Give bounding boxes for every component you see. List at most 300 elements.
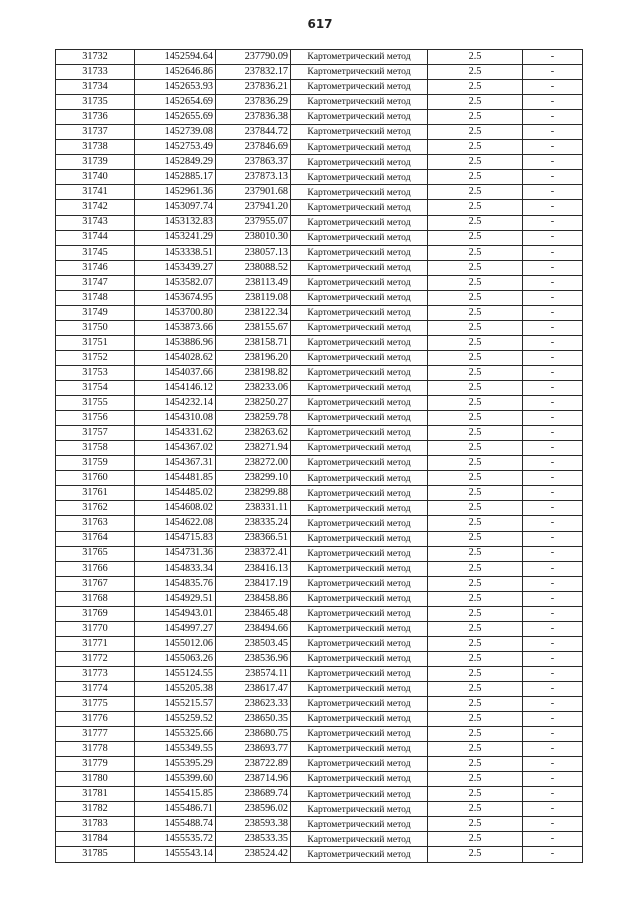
y-coordinate-cell: 238524.42 — [216, 847, 291, 862]
point-number-cell: 31735 — [56, 95, 135, 110]
method-cell: Картометрический метод — [291, 140, 428, 155]
description-cell: - — [523, 110, 583, 125]
description-cell: - — [523, 215, 583, 230]
point-number-cell: 31733 — [56, 65, 135, 80]
description-cell: - — [523, 411, 583, 426]
table-row — [56, 516, 583, 531]
accuracy-cell: 2.5 — [428, 350, 523, 365]
x-coordinate-cell: 1454835.76 — [135, 576, 216, 591]
accuracy-cell: 2.5 — [428, 170, 523, 185]
table-row — [56, 140, 583, 155]
point-number-cell: 31750 — [56, 320, 135, 335]
x-coordinate-cell: 1454622.08 — [135, 516, 216, 531]
accuracy-cell: 2.5 — [428, 681, 523, 696]
x-coordinate-cell: 1455012.06 — [135, 636, 216, 651]
description-cell: - — [523, 697, 583, 712]
table-row — [56, 441, 583, 456]
method-cell: Картометрический метод — [291, 546, 428, 561]
x-coordinate-cell: 1452653.93 — [135, 80, 216, 95]
y-coordinate-cell: 238416.13 — [216, 561, 291, 576]
table-row — [56, 245, 583, 260]
accuracy-cell: 2.5 — [428, 486, 523, 501]
table-row — [56, 802, 583, 817]
table-row — [56, 742, 583, 757]
method-cell: Картометрический метод — [291, 350, 428, 365]
y-coordinate-cell: 238623.33 — [216, 697, 291, 712]
y-coordinate-cell: 238465.48 — [216, 606, 291, 621]
description-cell: - — [523, 125, 583, 140]
table-row — [56, 110, 583, 125]
y-coordinate-cell: 238689.74 — [216, 787, 291, 802]
table-row — [56, 697, 583, 712]
y-coordinate-cell: 238119.08 — [216, 290, 291, 305]
x-coordinate-cell: 1454485.02 — [135, 486, 216, 501]
y-coordinate-cell: 238335.24 — [216, 516, 291, 531]
point-number-cell: 31781 — [56, 787, 135, 802]
x-coordinate-cell: 1452654.69 — [135, 95, 216, 110]
point-number-cell: 31747 — [56, 275, 135, 290]
x-coordinate-cell: 1453674.95 — [135, 290, 216, 305]
y-coordinate-cell: 238714.96 — [216, 772, 291, 787]
point-number-cell: 31745 — [56, 245, 135, 260]
y-coordinate-cell: 238010.30 — [216, 230, 291, 245]
x-coordinate-cell: 1455535.72 — [135, 832, 216, 847]
point-number-cell: 31780 — [56, 772, 135, 787]
y-coordinate-cell: 237832.17 — [216, 65, 291, 80]
x-coordinate-cell: 1454331.62 — [135, 426, 216, 441]
point-number-cell: 31746 — [56, 260, 135, 275]
description-cell: - — [523, 426, 583, 441]
method-cell: Картометрический метод — [291, 591, 428, 606]
y-coordinate-cell: 237873.13 — [216, 170, 291, 185]
method-cell: Картометрический метод — [291, 320, 428, 335]
point-number-cell: 31769 — [56, 606, 135, 621]
x-coordinate-cell: 1454608.02 — [135, 501, 216, 516]
point-number-cell: 31775 — [56, 697, 135, 712]
accuracy-cell: 2.5 — [428, 290, 523, 305]
method-cell: Картометрический метод — [291, 561, 428, 576]
y-coordinate-cell: 238250.27 — [216, 396, 291, 411]
accuracy-cell: 2.5 — [428, 757, 523, 772]
table-row — [56, 230, 583, 245]
description-cell: - — [523, 516, 583, 531]
y-coordinate-cell: 237901.68 — [216, 185, 291, 200]
accuracy-cell: 2.5 — [428, 531, 523, 546]
accuracy-cell: 2.5 — [428, 591, 523, 606]
x-coordinate-cell: 1452646.86 — [135, 65, 216, 80]
method-cell: Картометрический метод — [291, 381, 428, 396]
accuracy-cell: 2.5 — [428, 50, 523, 65]
x-coordinate-cell: 1455415.85 — [135, 787, 216, 802]
method-cell: Картометрический метод — [291, 290, 428, 305]
description-cell: - — [523, 501, 583, 516]
table-row — [56, 50, 583, 65]
y-coordinate-cell: 237836.38 — [216, 110, 291, 125]
point-number-cell: 31759 — [56, 456, 135, 471]
x-coordinate-cell: 1455205.38 — [135, 681, 216, 696]
method-cell: Картометрический метод — [291, 712, 428, 727]
x-coordinate-cell: 1454997.27 — [135, 621, 216, 636]
point-number-cell: 31751 — [56, 335, 135, 350]
table-row — [56, 381, 583, 396]
table-row — [56, 350, 583, 365]
description-cell: - — [523, 365, 583, 380]
table-row — [56, 591, 583, 606]
description-cell: - — [523, 666, 583, 681]
y-coordinate-cell: 238458.86 — [216, 591, 291, 606]
table-row — [56, 396, 583, 411]
table-row — [56, 847, 583, 862]
method-cell: Картометрический метод — [291, 787, 428, 802]
description-cell: - — [523, 576, 583, 591]
table-row — [56, 757, 583, 772]
y-coordinate-cell: 237790.09 — [216, 50, 291, 65]
description-cell: - — [523, 606, 583, 621]
x-coordinate-cell: 1455399.60 — [135, 772, 216, 787]
x-coordinate-cell: 1453338.51 — [135, 245, 216, 260]
method-cell: Картометрический метод — [291, 426, 428, 441]
x-coordinate-cell: 1454232.14 — [135, 396, 216, 411]
description-cell: - — [523, 712, 583, 727]
table-row — [56, 155, 583, 170]
x-coordinate-cell: 1453439.27 — [135, 260, 216, 275]
description-cell: - — [523, 441, 583, 456]
method-cell: Картометрический метод — [291, 606, 428, 621]
method-cell: Картометрический метод — [291, 170, 428, 185]
description-cell: - — [523, 742, 583, 757]
description-cell: - — [523, 817, 583, 832]
point-number-cell: 31784 — [56, 832, 135, 847]
table-row — [56, 426, 583, 441]
table-row — [56, 606, 583, 621]
method-cell: Картометрический метод — [291, 516, 428, 531]
x-coordinate-cell: 1452594.64 — [135, 50, 216, 65]
description-cell: - — [523, 80, 583, 95]
y-coordinate-cell: 238196.20 — [216, 350, 291, 365]
y-coordinate-cell: 238533.35 — [216, 832, 291, 847]
description-cell: - — [523, 651, 583, 666]
table-row — [56, 787, 583, 802]
table-row — [56, 561, 583, 576]
y-coordinate-cell: 238122.34 — [216, 305, 291, 320]
x-coordinate-cell: 1453886.96 — [135, 335, 216, 350]
description-cell: - — [523, 305, 583, 320]
accuracy-cell: 2.5 — [428, 546, 523, 561]
table-row — [56, 95, 583, 110]
accuracy-cell: 2.5 — [428, 80, 523, 95]
x-coordinate-cell: 1452739.08 — [135, 125, 216, 140]
x-coordinate-cell: 1454715.83 — [135, 531, 216, 546]
method-cell: Картометрический метод — [291, 742, 428, 757]
table-row — [56, 170, 583, 185]
x-coordinate-cell: 1454310.08 — [135, 411, 216, 426]
accuracy-cell: 2.5 — [428, 155, 523, 170]
x-coordinate-cell: 1455543.14 — [135, 847, 216, 862]
y-coordinate-cell: 238593.38 — [216, 817, 291, 832]
method-cell: Картометрический метод — [291, 335, 428, 350]
point-number-cell: 31737 — [56, 125, 135, 140]
y-coordinate-cell: 238272.00 — [216, 456, 291, 471]
point-number-cell: 31770 — [56, 621, 135, 636]
description-cell: - — [523, 50, 583, 65]
y-coordinate-cell: 237941.20 — [216, 200, 291, 215]
accuracy-cell: 2.5 — [428, 230, 523, 245]
method-cell: Картометрический метод — [291, 681, 428, 696]
accuracy-cell: 2.5 — [428, 125, 523, 140]
description-cell: - — [523, 290, 583, 305]
description-cell: - — [523, 832, 583, 847]
y-coordinate-cell: 238693.77 — [216, 742, 291, 757]
description-cell: - — [523, 320, 583, 335]
method-cell: Картометрический метод — [291, 471, 428, 486]
accuracy-cell: 2.5 — [428, 426, 523, 441]
accuracy-cell: 2.5 — [428, 320, 523, 335]
method-cell: Картометрический метод — [291, 50, 428, 65]
accuracy-cell: 2.5 — [428, 185, 523, 200]
x-coordinate-cell: 1454943.01 — [135, 606, 216, 621]
accuracy-cell: 2.5 — [428, 832, 523, 847]
y-coordinate-cell: 238155.67 — [216, 320, 291, 335]
point-number-cell: 31774 — [56, 681, 135, 696]
y-coordinate-cell: 238617.47 — [216, 681, 291, 696]
point-number-cell: 31757 — [56, 426, 135, 441]
y-coordinate-cell: 238417.19 — [216, 576, 291, 591]
description-cell: - — [523, 140, 583, 155]
x-coordinate-cell: 1455349.55 — [135, 742, 216, 757]
description-cell: - — [523, 471, 583, 486]
description-cell: - — [523, 95, 583, 110]
description-cell: - — [523, 245, 583, 260]
description-cell: - — [523, 847, 583, 862]
point-number-cell: 31742 — [56, 200, 135, 215]
x-coordinate-cell: 1454146.12 — [135, 381, 216, 396]
accuracy-cell: 2.5 — [428, 396, 523, 411]
description-cell: - — [523, 456, 583, 471]
table-row — [56, 125, 583, 140]
y-coordinate-cell: 238722.89 — [216, 757, 291, 772]
y-coordinate-cell: 238331.11 — [216, 501, 291, 516]
description-cell: - — [523, 621, 583, 636]
point-number-cell: 31782 — [56, 802, 135, 817]
x-coordinate-cell: 1453873.66 — [135, 320, 216, 335]
accuracy-cell: 2.5 — [428, 65, 523, 80]
accuracy-cell: 2.5 — [428, 365, 523, 380]
method-cell: Картометрический метод — [291, 531, 428, 546]
point-number-cell: 31762 — [56, 501, 135, 516]
table-row — [56, 486, 583, 501]
y-coordinate-cell: 237846.69 — [216, 140, 291, 155]
method-cell: Картометрический метод — [291, 666, 428, 681]
description-cell: - — [523, 636, 583, 651]
table-row — [56, 832, 583, 847]
method-cell: Картометрический метод — [291, 697, 428, 712]
accuracy-cell: 2.5 — [428, 666, 523, 681]
point-number-cell: 31740 — [56, 170, 135, 185]
x-coordinate-cell: 1455215.57 — [135, 697, 216, 712]
method-cell: Картометрический метод — [291, 486, 428, 501]
y-coordinate-cell: 238372.41 — [216, 546, 291, 561]
point-number-cell: 31752 — [56, 350, 135, 365]
description-cell: - — [523, 170, 583, 185]
y-coordinate-cell: 238259.78 — [216, 411, 291, 426]
x-coordinate-cell: 1452885.17 — [135, 170, 216, 185]
point-number-cell: 31778 — [56, 742, 135, 757]
y-coordinate-cell: 238113.49 — [216, 275, 291, 290]
table-row — [56, 546, 583, 561]
method-cell: Картометрический метод — [291, 125, 428, 140]
point-number-cell: 31779 — [56, 757, 135, 772]
table-row — [56, 681, 583, 696]
y-coordinate-cell: 238299.10 — [216, 471, 291, 486]
method-cell: Картометрический метод — [291, 65, 428, 80]
accuracy-cell: 2.5 — [428, 441, 523, 456]
table-row — [56, 200, 583, 215]
point-number-cell: 31764 — [56, 531, 135, 546]
y-coordinate-cell: 237836.21 — [216, 80, 291, 95]
accuracy-cell: 2.5 — [428, 140, 523, 155]
table-row — [56, 456, 583, 471]
method-cell: Картометрический метод — [291, 651, 428, 666]
y-coordinate-cell: 238088.52 — [216, 260, 291, 275]
y-coordinate-cell: 238158.71 — [216, 335, 291, 350]
accuracy-cell: 2.5 — [428, 516, 523, 531]
point-number-cell: 31768 — [56, 591, 135, 606]
point-number-cell: 31765 — [56, 546, 135, 561]
y-coordinate-cell: 237863.37 — [216, 155, 291, 170]
method-cell: Картометрический метод — [291, 80, 428, 95]
accuracy-cell: 2.5 — [428, 411, 523, 426]
x-coordinate-cell: 1455486.71 — [135, 802, 216, 817]
coordinates-table-body — [56, 50, 583, 863]
accuracy-cell: 2.5 — [428, 636, 523, 651]
x-coordinate-cell: 1452849.29 — [135, 155, 216, 170]
x-coordinate-cell: 1455488.74 — [135, 817, 216, 832]
accuracy-cell: 2.5 — [428, 772, 523, 787]
point-number-cell: 31767 — [56, 576, 135, 591]
method-cell: Картометрический метод — [291, 275, 428, 290]
table-row — [56, 501, 583, 516]
table-row — [56, 80, 583, 95]
y-coordinate-cell: 238494.66 — [216, 621, 291, 636]
method-cell: Картометрический метод — [291, 847, 428, 862]
table-row — [56, 215, 583, 230]
point-number-cell: 31734 — [56, 80, 135, 95]
y-coordinate-cell: 238680.75 — [216, 727, 291, 742]
accuracy-cell: 2.5 — [428, 621, 523, 636]
method-cell: Картометрический метод — [291, 576, 428, 591]
x-coordinate-cell: 1454037.66 — [135, 365, 216, 380]
table-row — [56, 666, 583, 681]
y-coordinate-cell: 238271.94 — [216, 441, 291, 456]
point-number-cell: 31758 — [56, 441, 135, 456]
description-cell: - — [523, 350, 583, 365]
table-row — [56, 636, 583, 651]
point-number-cell: 31760 — [56, 471, 135, 486]
method-cell: Картометрический метод — [291, 110, 428, 125]
point-number-cell: 31748 — [56, 290, 135, 305]
x-coordinate-cell: 1455325.66 — [135, 727, 216, 742]
point-number-cell: 31739 — [56, 155, 135, 170]
accuracy-cell: 2.5 — [428, 847, 523, 862]
accuracy-cell: 2.5 — [428, 305, 523, 320]
accuracy-cell: 2.5 — [428, 787, 523, 802]
method-cell: Картометрический метод — [291, 245, 428, 260]
description-cell: - — [523, 230, 583, 245]
x-coordinate-cell: 1454833.34 — [135, 561, 216, 576]
description-cell: - — [523, 681, 583, 696]
point-number-cell: 31732 — [56, 50, 135, 65]
point-number-cell: 31744 — [56, 230, 135, 245]
x-coordinate-cell: 1453582.07 — [135, 275, 216, 290]
method-cell: Картометрический метод — [291, 501, 428, 516]
x-coordinate-cell: 1454367.31 — [135, 456, 216, 471]
x-coordinate-cell: 1452655.69 — [135, 110, 216, 125]
page-number: 617 — [307, 17, 333, 31]
method-cell: Картометрический метод — [291, 802, 428, 817]
accuracy-cell: 2.5 — [428, 727, 523, 742]
method-cell: Картометрический метод — [291, 185, 428, 200]
accuracy-cell: 2.5 — [428, 245, 523, 260]
table-row — [56, 65, 583, 80]
point-number-cell: 31772 — [56, 651, 135, 666]
x-coordinate-cell: 1454028.62 — [135, 350, 216, 365]
x-coordinate-cell: 1454481.85 — [135, 471, 216, 486]
accuracy-cell: 2.5 — [428, 651, 523, 666]
method-cell: Картометрический метод — [291, 305, 428, 320]
table-row — [56, 365, 583, 380]
x-coordinate-cell: 1455124.55 — [135, 666, 216, 681]
table-row — [56, 727, 583, 742]
point-number-cell: 31743 — [56, 215, 135, 230]
method-cell: Картометрический метод — [291, 155, 428, 170]
y-coordinate-cell: 237844.72 — [216, 125, 291, 140]
table-row — [56, 817, 583, 832]
x-coordinate-cell: 1455259.52 — [135, 712, 216, 727]
point-number-cell: 31761 — [56, 486, 135, 501]
x-coordinate-cell: 1452961.36 — [135, 185, 216, 200]
accuracy-cell: 2.5 — [428, 561, 523, 576]
description-cell: - — [523, 531, 583, 546]
accuracy-cell: 2.5 — [428, 260, 523, 275]
point-number-cell: 31749 — [56, 305, 135, 320]
point-number-cell: 31771 — [56, 636, 135, 651]
point-number-cell: 31763 — [56, 516, 135, 531]
point-number-cell: 31785 — [56, 847, 135, 862]
method-cell: Картометрический метод — [291, 817, 428, 832]
accuracy-cell: 2.5 — [428, 215, 523, 230]
description-cell: - — [523, 155, 583, 170]
x-coordinate-cell: 1453097.74 — [135, 200, 216, 215]
point-number-cell: 31777 — [56, 727, 135, 742]
method-cell: Картометрический метод — [291, 441, 428, 456]
method-cell: Картометрический метод — [291, 215, 428, 230]
x-coordinate-cell: 1453241.29 — [135, 230, 216, 245]
point-number-cell: 31753 — [56, 365, 135, 380]
method-cell: Картометрический метод — [291, 260, 428, 275]
accuracy-cell: 2.5 — [428, 471, 523, 486]
description-cell: - — [523, 381, 583, 396]
accuracy-cell: 2.5 — [428, 200, 523, 215]
description-cell: - — [523, 772, 583, 787]
method-cell: Картометрический метод — [291, 230, 428, 245]
method-cell: Картометрический метод — [291, 411, 428, 426]
table-row — [56, 772, 583, 787]
accuracy-cell: 2.5 — [428, 456, 523, 471]
accuracy-cell: 2.5 — [428, 712, 523, 727]
method-cell: Картометрический метод — [291, 200, 428, 215]
coordinates-table — [55, 49, 583, 863]
table-row — [56, 290, 583, 305]
